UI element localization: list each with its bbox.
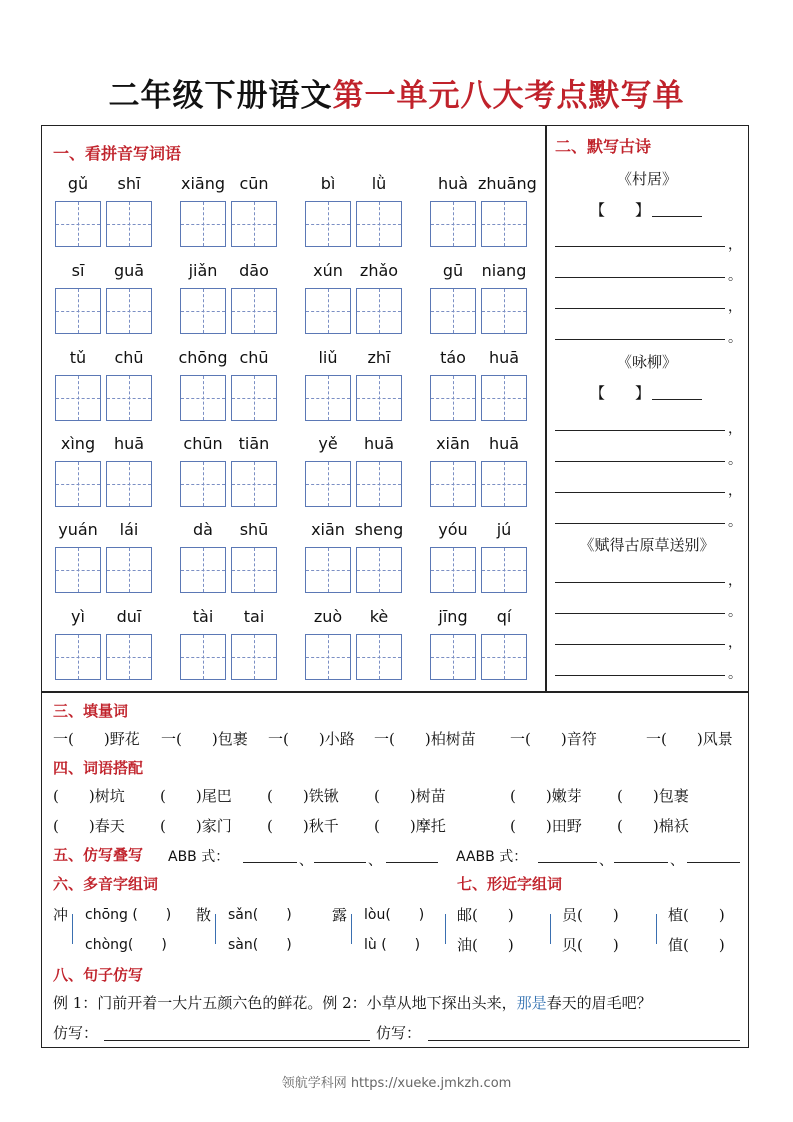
section6-heading: 六、多音字组词 xyxy=(53,875,159,893)
poem-punct: 。 xyxy=(728,268,742,284)
similar-char-bottom[interactable]: 油( ) xyxy=(457,936,514,954)
similar-char-bottom[interactable]: 值( ) xyxy=(668,936,725,954)
pinyin-label: niang xyxy=(481,261,527,280)
author-bracket: 【 】 xyxy=(590,384,651,402)
word-match-item[interactable]: ( )秋千 xyxy=(267,817,339,835)
pinyin-label: liǔ xyxy=(318,348,338,367)
word-match-item[interactable]: ( )包裹 xyxy=(617,787,689,805)
pinyin-label: tai xyxy=(243,607,265,626)
pinyin-label: guā xyxy=(113,261,145,280)
pinyin-label: huā xyxy=(488,348,520,367)
tianzige-box[interactable] xyxy=(106,288,152,334)
tianzige-box[interactable] xyxy=(430,288,476,334)
pinyin-label: yě xyxy=(318,434,338,453)
poem-punct: ， xyxy=(728,573,742,589)
tianzige-box[interactable] xyxy=(481,547,527,593)
pinyin-label: jīng xyxy=(438,607,468,626)
pinyin-label: sī xyxy=(71,261,85,280)
vertical-divider xyxy=(545,125,547,692)
tianzige-box[interactable] xyxy=(356,634,402,680)
tianzige-box[interactable] xyxy=(55,375,101,421)
section1-heading: 一、看拼音写词语 xyxy=(53,144,182,163)
title-red: 第一单元八大考点默写单 xyxy=(332,78,685,114)
author-bracket: 【 】 xyxy=(590,201,651,219)
imitate-blank-1[interactable] xyxy=(104,1040,370,1041)
measure-word-item[interactable]: 一( )音符 xyxy=(510,730,597,748)
polyphone-top[interactable]: lòu( ) xyxy=(364,907,425,923)
title-black: 二年级下册语文 xyxy=(108,78,333,114)
pinyin-label: cūn xyxy=(239,174,269,193)
poem-punct: ， xyxy=(728,635,742,651)
tianzige-box[interactable] xyxy=(481,461,527,507)
pinyin-label: qí xyxy=(496,607,512,626)
word-match-item[interactable]: ( )嫩芽 xyxy=(510,787,582,805)
tianzige-box[interactable] xyxy=(481,201,527,247)
tianzige-box[interactable] xyxy=(231,547,277,593)
pinyin-label: zuò xyxy=(313,607,343,626)
tianzige-box[interactable] xyxy=(231,375,277,421)
pinyin-label: táo xyxy=(440,348,466,367)
poem-line-blank[interactable] xyxy=(555,461,725,462)
tianzige-box[interactable] xyxy=(305,547,351,593)
pinyin-label: xiān xyxy=(311,520,345,539)
tianzige-box[interactable] xyxy=(481,634,527,680)
poem-line-blank[interactable] xyxy=(555,308,725,309)
example-1: 例 1：门前开着一大片五颜六色的鲜花。 xyxy=(53,994,323,1012)
poem-line-blank[interactable] xyxy=(555,339,725,340)
word-match-item[interactable]: ( )尾巴 xyxy=(160,787,232,805)
pinyin-label: xiāng xyxy=(180,174,225,193)
tianzige-box[interactable] xyxy=(106,461,152,507)
similar-char-bottom[interactable]: 贝( ) xyxy=(562,936,619,954)
tianzige-box[interactable] xyxy=(356,375,402,421)
section4-heading: 四、词语搭配 xyxy=(53,759,144,777)
brace-mark xyxy=(656,914,663,944)
aabb-label: AABB 式： xyxy=(456,849,528,865)
footer-watermark: 领航学科网 https://xueke.jmkzh.com xyxy=(281,1076,512,1091)
tianzige-box[interactable] xyxy=(305,201,351,247)
polyphone-bottom[interactable]: chòng( ) xyxy=(85,937,167,953)
polyphone-top[interactable]: chōng ( ) xyxy=(85,907,172,923)
pinyin-label: zhī xyxy=(367,348,391,367)
section7-heading: 七、形近字组词 xyxy=(457,875,563,893)
tianzige-box[interactable] xyxy=(305,288,351,334)
pinyin-label: yuán xyxy=(58,520,98,539)
pinyin-label: shī xyxy=(117,174,141,193)
poem-line-blank[interactable] xyxy=(555,523,725,524)
word-match-item[interactable]: ( )家门 xyxy=(160,817,232,835)
pinyin-label: chōng xyxy=(178,348,228,367)
pinyin-label: tài xyxy=(192,607,214,626)
word-match-item[interactable]: ( )棉袄 xyxy=(617,817,689,835)
pinyin-label: tiān xyxy=(238,434,270,453)
tianzige-box[interactable] xyxy=(106,634,152,680)
section5-heading: 五、仿写叠写 xyxy=(53,846,144,864)
pinyin-label: jiǎn xyxy=(188,261,218,280)
author-blank[interactable] xyxy=(652,399,702,400)
tianzige-box[interactable] xyxy=(180,634,226,680)
polyphone-char: 散 xyxy=(196,906,212,924)
tianzige-box[interactable] xyxy=(106,375,152,421)
pinyin-label: lǜ xyxy=(371,174,387,193)
tianzige-box[interactable] xyxy=(231,288,277,334)
word-match-item[interactable]: ( )铁锹 xyxy=(267,787,339,805)
page-title xyxy=(0,70,793,115)
poem-line-blank[interactable] xyxy=(555,582,725,583)
reduplication-blank[interactable] xyxy=(314,862,366,863)
pinyin-label: huā xyxy=(363,434,395,453)
poem-line-blank[interactable] xyxy=(555,277,725,278)
pinyin-label: xiān xyxy=(436,434,470,453)
pinyin-label: yì xyxy=(71,607,85,626)
tianzige-box[interactable] xyxy=(180,201,226,247)
poem-line-blank[interactable] xyxy=(555,613,725,614)
measure-word-item[interactable]: 一( )柏树苗 xyxy=(374,730,476,748)
tianzige-box[interactable] xyxy=(430,547,476,593)
pinyin-label: huà xyxy=(437,174,469,193)
measure-word-item[interactable]: 一( )包裹 xyxy=(161,730,248,748)
example-sentences xyxy=(53,992,652,1013)
reduplication-blank[interactable] xyxy=(386,862,438,863)
pinyin-label: chū xyxy=(114,348,144,367)
poem-punct: ， xyxy=(728,299,742,315)
imitate-label-2: 仿写： xyxy=(376,1024,422,1042)
tianzige-box[interactable] xyxy=(430,375,476,421)
tianzige-box[interactable] xyxy=(430,461,476,507)
tianzige-box[interactable] xyxy=(356,547,402,593)
poem-line-blank[interactable] xyxy=(555,246,725,247)
word-match-item[interactable]: ( )摩托 xyxy=(374,817,446,835)
measure-word-item[interactable]: 一( )风景 xyxy=(646,730,733,748)
poem-title: 《村居》 xyxy=(616,170,677,188)
polyphone-char: 露 xyxy=(332,906,348,924)
poem-line-blank[interactable] xyxy=(555,492,725,493)
polyphone-bottom[interactable]: sàn( ) xyxy=(228,937,292,953)
brace-mark xyxy=(550,914,557,944)
separator: 、 xyxy=(599,853,613,869)
imitate-label-1: 仿写： xyxy=(53,1024,99,1042)
separator: 、 xyxy=(299,853,313,869)
separator: 、 xyxy=(670,853,684,869)
word-match-item[interactable]: ( )春天 xyxy=(53,817,125,835)
pinyin-label: chūn xyxy=(183,434,223,453)
pinyin-label: jú xyxy=(496,520,512,539)
poem-punct: 。 xyxy=(728,514,742,530)
poem-punct: ， xyxy=(728,483,742,499)
pinyin-label: gū xyxy=(442,261,464,280)
tianzige-box[interactable] xyxy=(305,461,351,507)
tianzige-box[interactable] xyxy=(180,375,226,421)
similar-char-top[interactable]: 员( ) xyxy=(562,906,619,924)
abb-label: ABB 式： xyxy=(168,849,230,865)
polyphone-top[interactable]: sǎn( ) xyxy=(228,907,292,923)
polyphone-bottom[interactable]: lù ( ) xyxy=(364,937,421,953)
horizontal-divider xyxy=(41,691,749,693)
tianzige-box[interactable] xyxy=(55,288,101,334)
tianzige-box[interactable] xyxy=(106,547,152,593)
poem-title: 《赋得古原草送别》 xyxy=(579,536,715,554)
pinyin-label: duī xyxy=(116,607,142,626)
word-match-item[interactable]: ( )树苗 xyxy=(374,787,446,805)
reduplication-blank[interactable] xyxy=(687,862,740,863)
tianzige-box[interactable] xyxy=(55,201,101,247)
section3-heading: 三、填量词 xyxy=(53,702,129,720)
tianzige-box[interactable] xyxy=(106,201,152,247)
measure-word-item[interactable]: 一( )野花 xyxy=(53,730,140,748)
poem-punct: 。 xyxy=(728,452,742,468)
similar-char-top[interactable]: 邮( ) xyxy=(457,906,514,924)
pinyin-label: yóu xyxy=(438,520,468,539)
tianzige-box[interactable] xyxy=(356,201,402,247)
example-2-a: 例 2：小草从地下探出头来， xyxy=(322,994,517,1012)
poem-line-blank[interactable] xyxy=(555,644,725,645)
word-match-item[interactable]: ( )树坑 xyxy=(53,787,125,805)
author-blank[interactable] xyxy=(652,216,702,217)
pinyin-label: xìng xyxy=(60,434,96,453)
tianzige-box[interactable] xyxy=(55,547,101,593)
tianzige-box[interactable] xyxy=(430,201,476,247)
separator: 、 xyxy=(368,853,382,869)
tianzige-box[interactable] xyxy=(231,634,277,680)
tianzige-box[interactable] xyxy=(356,288,402,334)
pinyin-label: huā xyxy=(488,434,520,453)
section8-heading: 八、句子仿写 xyxy=(53,966,144,984)
example-2-highlight: 那是 xyxy=(516,994,547,1012)
brace-mark xyxy=(445,914,452,944)
word-match-item[interactable]: ( )田野 xyxy=(510,817,582,835)
pinyin-label: huā xyxy=(113,434,145,453)
tianzige-box[interactable] xyxy=(430,634,476,680)
tianzige-box[interactable] xyxy=(305,634,351,680)
brace-mark xyxy=(215,914,222,944)
poem-title: 《咏柳》 xyxy=(616,353,677,371)
tianzige-box[interactable] xyxy=(55,461,101,507)
poem-punct: 。 xyxy=(728,604,742,620)
pinyin-label: sheng xyxy=(354,520,404,539)
tianzige-box[interactable] xyxy=(180,288,226,334)
tianzige-box[interactable] xyxy=(55,634,101,680)
pinyin-label: zhuāng xyxy=(478,174,537,193)
pinyin-label: gǔ xyxy=(67,174,89,193)
reduplication-blank[interactable] xyxy=(538,862,597,863)
pinyin-label: bì xyxy=(320,174,336,193)
tianzige-box[interactable] xyxy=(180,547,226,593)
polyphone-char: 冲 xyxy=(53,906,69,924)
pinyin-label: xún xyxy=(313,261,343,280)
poem-punct: ， xyxy=(728,237,742,253)
reduplication-blank[interactable] xyxy=(243,862,297,863)
poem-punct: 。 xyxy=(728,666,742,682)
poem-line-blank[interactable] xyxy=(555,675,725,676)
brace-mark xyxy=(351,914,358,944)
measure-word-item[interactable]: 一( )小路 xyxy=(268,730,355,748)
pinyin-label: chū xyxy=(239,348,269,367)
pinyin-label: tǔ xyxy=(69,348,87,367)
example-2-c: 春天的眉毛吧？ xyxy=(546,994,652,1012)
pinyin-label: dà xyxy=(193,520,213,539)
section2-heading: 二、默写古诗 xyxy=(555,137,652,156)
imitate-blank-2[interactable] xyxy=(428,1040,740,1041)
similar-char-top[interactable]: 植( ) xyxy=(668,906,725,924)
poem-punct: 。 xyxy=(728,330,742,346)
tianzige-box[interactable] xyxy=(305,375,351,421)
poem-punct: ， xyxy=(728,421,742,437)
reduplication-blank[interactable] xyxy=(614,862,668,863)
tianzige-box[interactable] xyxy=(481,288,527,334)
pinyin-label: shū xyxy=(239,520,269,539)
pinyin-label: zhǎo xyxy=(359,261,399,280)
poem-line-blank[interactable] xyxy=(555,430,725,431)
tianzige-box[interactable] xyxy=(231,201,277,247)
pinyin-label: kè xyxy=(369,607,389,626)
pinyin-label: dāo xyxy=(239,261,269,280)
tianzige-box[interactable] xyxy=(481,375,527,421)
tianzige-box[interactable] xyxy=(180,461,226,507)
pinyin-label: lái xyxy=(119,520,139,539)
tianzige-box[interactable] xyxy=(231,461,277,507)
tianzige-box[interactable] xyxy=(356,461,402,507)
brace-mark xyxy=(72,914,79,944)
